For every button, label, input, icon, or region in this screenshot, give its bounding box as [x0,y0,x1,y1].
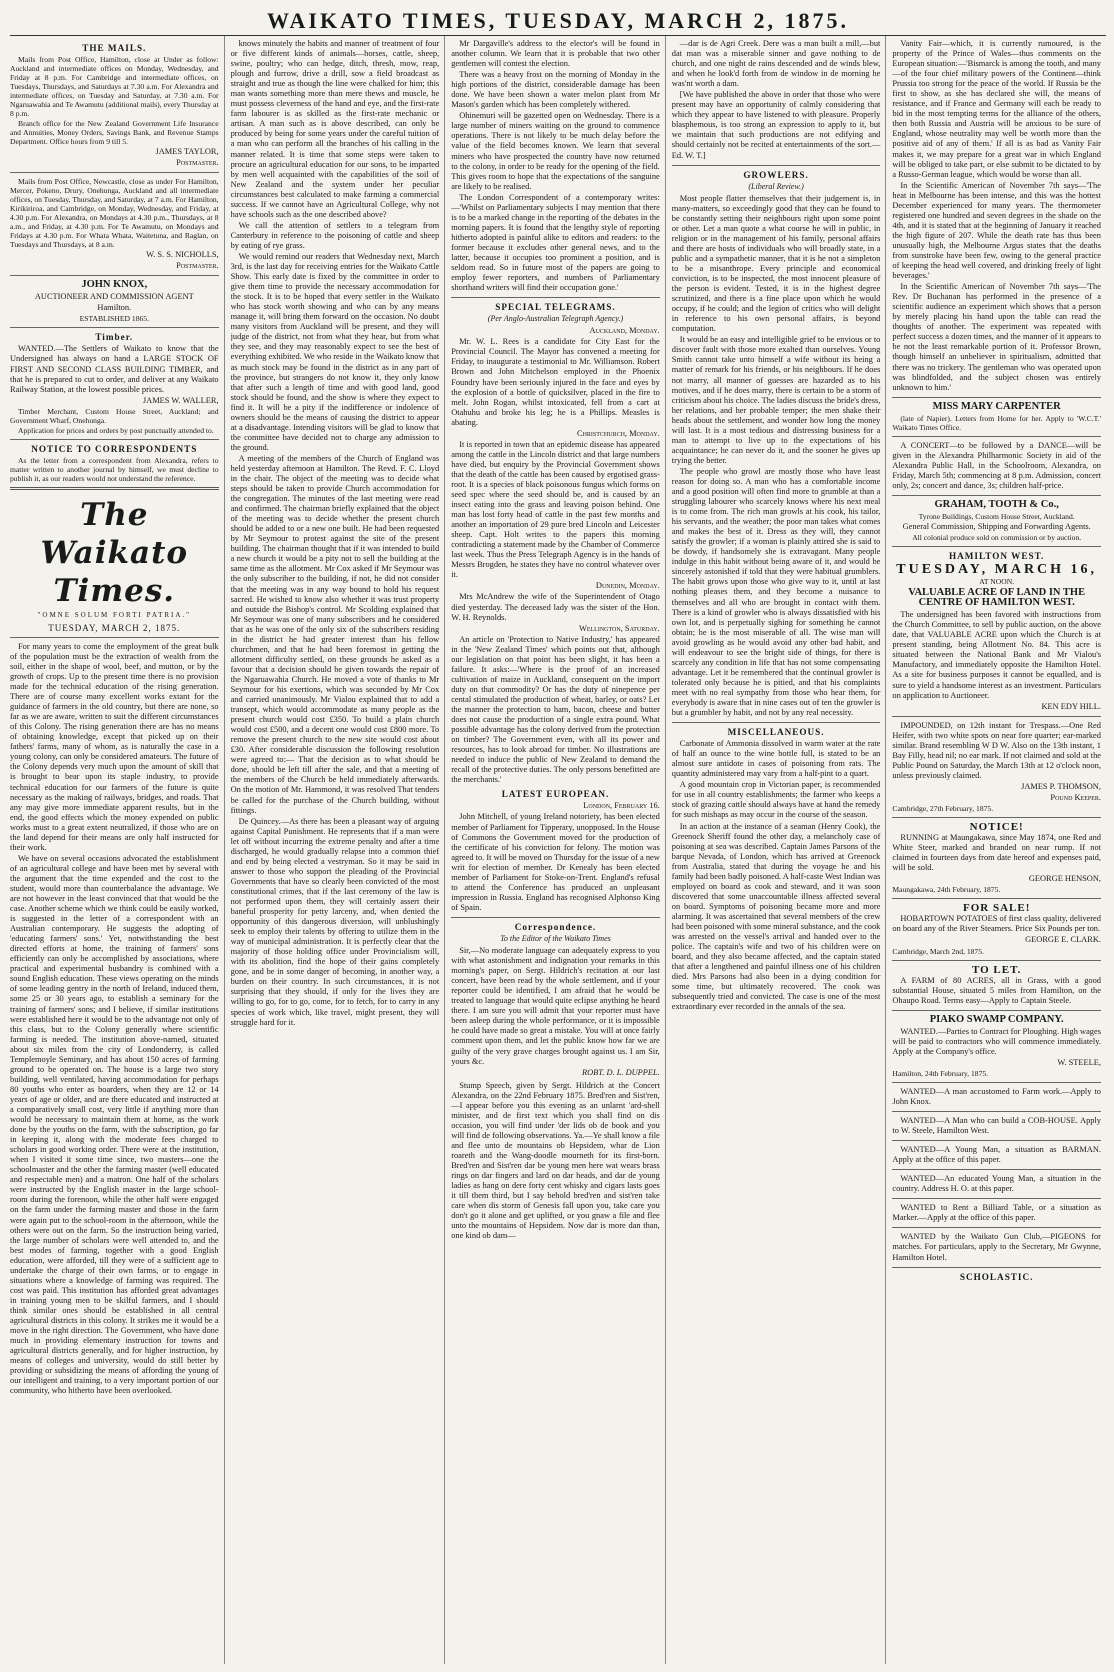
article-paragraph: Mr Dargaville's address to the elector's will be found in another column. We learn that it is probable that two other gentlemen will contest the election. [451,39,660,69]
growlers-paragraph: Most people flatter themselves that their judgement is, in many-matters, so exceedingly good that they can be found to be constantly setting their neighbours right upon some point or other. Let a man quote a what course he will in public, in religion or in the management of his family, personal affairs and there are hosts of individuals who will broadly state, in a public and a sympathetic manner, that it is he not a simpleton to be a misanthrope. Every principle and economical conviction, is to be inspected, the most innocent pleasure of the person is evident. Tested, it is in the highest degree scrutinized, and there is a fine place upon which he would occupy, if he could; and the legion of critics who will delight in reference to his own personal affairs, is beyond computation. [671,193,881,334]
article-paragraph: Vanity Fair—which, it is currently rumoured, is the property of the Prince of Wales—thus comments on the European situation:—'Bismarck is among the tooth, and many—of the four chief military powers of the Continent—think Prussia too strong for the peace of the world. If Russia be the first to show, as she has declared she will, the means of resistance, and if France and Germany will each be ready to bid in the most tempting terms for the alliance of the others, then both Russia and Austria will be anxious to be sure of England, whose neutrality may well be worth more than the positive aid of any of them.' If all is as bad as Vanity Fair makes it, we may prepare for a great war in which England will be obliged to take part, or else submit to be dictated to by a Russo-German league, which would be worse than all. [892,39,1101,179]
divider [892,1198,1101,1199]
for-sale-signature: GEORGE E. CLARK. [1025,935,1101,945]
notice-text: RUNNING at Maungakawa, since May 1874, one Red and White Steer, marked and branded on near rump. If not claimed in fourteen days from date hereof and expenses paid, will be sold. [892,833,1101,873]
dateline: Auckland, Monday. [589,326,660,336]
article-paragraph: Ohinemuri will be gazetted open on Wednesday. There is a large number of miners waiting on the ground to commence operations. There is not likely to be much delay before the value of the field becomes known. We learn that several miners who have prospected the country have now returned to the colony, in order to be ready for the opening of the field. This gives room to hope that the expectations of the sanguine are likely to be realised. [451,111,660,191]
knox-established: ESTABLISHED 1865. [79,314,150,324]
misc-paragraph: A good mountain crop in Victorian paper, is recommended for use in all country establishments; the farmer who keeps a stock of grazing cattle should always have at hand the remedy for such mishaps as may occur in the course of the season. [671,780,881,820]
growlers-heading: GROWLERS. [743,169,809,180]
article-paragraph: We would remind our readers that Wednesday next, March 3rd, is the last day for receiving entries for the Waikato Cattle Show. This early date is fixed by the committee in order to give them time to provide the necessary accommodation for the stock. It is to be hoped that every settler in the Waikato who has stock worth showing and who can by any means manage it, will bring them forward on the occasion. No doubt many visitors from Auckland will be present, and they will judge of the district, not from what they hear, but from what they see, and they may reasonably expect to see the best of everything exhibited. We who reside in the Waikato know that as much stock may be found in the district as in any part of the province, but strangers do not know it, they only know that after such a length of time and with good land, good stock should be found, and the show is where they expect to find it. It will be a pity if the indifference or indolence of owners should be the means of causing the district to appear at a disadvantage. Intending visitors will be glad to know that the committee have decided not to charge any admission to the ground. [230,251,440,452]
notice-place: Maungakawa, 24th February, 1875. [892,885,1001,895]
concert-text: A CONCERT—to be followed by a DANCE—will be given in the Alexandra Philharmonic Society in aid of the Alexandra Public Hall, in the Schoolroom, Alexandra, on Friday, March 5th; commencing at 8 p.m. Admission, concert only, 2s; concert and dance, 3s; children half-price. [892,440,1101,490]
divider [10,172,219,173]
notice-signature: GEORGE HENSON, [1028,874,1101,884]
letter-signature: ROBT. D. L. DUPPEL. [582,1067,660,1077]
column-2 [231,36,446,1664]
columns [10,36,1106,1664]
impounded-place: Cambridge, 27th February, 1875. [892,804,994,814]
graham-name: GRAHAM, TOOTH & Co., [934,498,1059,510]
timber-text: WANTED.—The Settlers of Waikato to know that the Undersigned has always on hand a LARGE STOCK OF FIRST AND SECOND CLASS BUILDING TIMBER, and that he is prepared to cut to order, and deliver at any Waikato Railway Station, at the lowest possible prices. [10,344,219,394]
divider [892,436,1101,437]
piako-place: Hamilton, 24th February, 1875. [892,1068,989,1078]
misc-paragraph: Carbonate of Ammonia dissolved in warm water at the rate of half an ounce to the wine bottle full, is stated to be an almost sure antidote in cases of poisoning from rats. The quantity administered may vary from a half-pint to a quart. [671,739,881,779]
mails-text: Mails from Post Office, Hamilton, close at Under as follow: Auckland and intermediate offices on Monday, Wednesday, and Friday at 8 p.m. For Cambridge and intermediate offices, on Tuesdays, Thursdays, and Saturdays at 7.30 a.m. For Alexandra and intermediate offices, on Tuesday and Saturday, at 7.30 a.m. For Ngaruawahia and Te Awamutu (additional mails), every Thursday at 8 p.m. [10,55,219,119]
correspondence-to: To the Editor of the Waikato Times [500,933,611,943]
letter-text: Sir,—No moderate language can adequately express to you with what astonishment and indignation your remarks in this morning's paper, on Sergt. Hildrich's recitation at our last concert, have been read by the whole settlement, and if your reporter could be identified, I am afraid that he would be treated to language that would quite eclipse anything he heard there. I am sure you will admit that your reporter must have been asleep during the whole performance, or it is impossible he could have made so great a mistake. You will at once fairly comment upon them, and let the public know how far we are guilty of the very grave charges brought against us. I am Sir, yours &c. [451,946,660,1066]
sale-signature: KEN EDY HILL. [1041,701,1101,711]
growlers-subheading: (Liberal Review.) [748,181,804,191]
stump-speech-continued: —dar is de Agri Creek. Dere was a man built a mill,—but dat man was a miserable sinner and gave nothing to de church, and one night de rains descended and de winds blew, and when he look'd forth from de window in de morning he was'nt worth a dam. [671,39,881,89]
growlers-paragraph: It would be an easy and intelligible grief to be envious or to discover fault with those more exalted than ourselves. Young Smith cannot take unto himself a wife without its being a matter of remark for his friends, or his neighbours. If he does not marry, all manner of guesses are hazarded as to his motives, and if he does marry, there is certain to be a storm of criticism about his choice. The ladies discuss the bride's dress, her relations, and her probable temper; the men shake their heads about the settlement, and wonder how long the money will last. It is a most tedious and distressing business for a man to attempt to live up to the expectations of his acquaintance; he can never do it, and the sooner he gives up trying the better. [671,335,881,465]
sale-text: The undersigned has been favored with instructions from the Church Committee, to sell by public auction, on the above date, that VALUABLE ACRE upon which the Church is at present standing, being Allotment No. 84. This acre is situated between the National Bank and Mr Vialou's Manufactory, and immediately opposite the Hamilton Hotel. As a site for business purposes it cannot be equalled, and is sure to yield a handsome interest as an investment. Particulars on application to Auctioneer. [892,610,1101,700]
article-paragraph: We call the attention of settlers to a telegram from Canterbury in reference to the poisoning of cattle and sheep by eating of rye grass. [230,220,440,250]
postmaster-role: Postmaster. [176,261,219,271]
telegram-text: Mrs McAndrew the wife of the Superintendent of Otago died yesterday. The deceased lady was the sister of the Hon. W. H. Reynolds. [451,592,660,622]
divider [892,960,1101,961]
impounded-role: Pound Keeper. [1050,793,1101,802]
divider [892,1227,1101,1228]
wanted-ad: WANTED by the Waikato Gun Club,—PIGEONS for matches. For particulars, apply to the Secretary, Mr Gwynne, Hamilton Hotel. [892,1232,1101,1262]
dateline: Wellington, Saturday. [578,623,660,633]
scholastic-heading: SCHOLASTIC. [959,1271,1034,1282]
article-paragraph: knows minutely the habits and manner of treatment of four or five different kinds of animals—horses, cattle, sheep, swine, poultry; who can hedge, ditch, thresh, mow, reap, plough and furrow, drive a drill, sow a field broadcast as straight and true as though the line were chalked for him; this man wants something more than mere thews and muscle, he must possess cleverness of the hand and eye, and the first-rate farm labourer is as skilled as the first-rate mechanic or artisan. A man such as is above described, can only be produced by being for some years under the careful tuition of a man who can perform all the branches of his calling in the manner related. It is time that some steps were taken to procure an agricultural education for our sons, to be imparted by men well acquainted with the capabilities of the soil of New Zealand and the system under her peculiar circumstances best calculated to make farming a commercial success. If we cannot have an Agricultural College, why not have schools such as the one described above? [230,39,440,219]
carpenter-text: (late of Napier). Letters from Home for her. Apply to 'W.C.T.' Waikato Times Office. [892,413,1101,432]
graham-note: All colonial produce sold on commission or by auction. [912,533,1082,543]
telegram-text: It is reported in town that an epidemic disease has appeared among the cattle in the Lincoln district and that large numbers have died, but enquiry by the Provincial Government shows that the death of the cattle has been caused by ergotised grass-root. It is a species of black poisonous fungus which forms on seed spec where the seed should be, and is caused by an insect eating into the grass and leaving poison behind. One man has lost forty head of cattle in the past few months and another an importation of 29 pure bred Lincoln and Leicester sheep. Capt. Holt writes to the papers this morning contradicting a statement made by the Chamber of Commerce last week. Thus the Press Telegraph Agency is in the hands of Messrs Brogden, he states they have no control whatever over it. [451,439,660,580]
postmaster-role: Postmaster. [176,158,219,168]
leader-paragraph: For many years to come the employment of the great bulk of the population must be the extraction of wealth from the soil, either in the shape of wool, beef, and mutton, or by the growth of crops. Up to the present time there is no provision made for the technical education of the rising generation. There are of course many excellent works extant for the guidance of farmers in the old country, but there are none, so far as we are aware, written to suit the different circumstances of this Colony. The rising generation there are has no means of obtaining knowledge, except that picked up on their fathers' farms, many of whom, as is naturally the case in a young colony, can only be considered amateurs. The future of the Colony depends very much upon the amount of skill that is brought to bear upon its staple industry, to provide technical education for our farmers of the future is quite necessary as the making of railways, bridges, and roads. That any may give more immediate apparent results, but in the end, the good effects which the money expended on public works must to a great extent neutralized, if those who are on the land depend for their means are only half instructed for their work. [10,641,219,852]
divider [892,546,1101,547]
divider [10,327,219,328]
divider [892,898,1101,899]
knox-town: Hamilton. [97,303,132,313]
divider [10,275,219,276]
article-paragraph: There was a heavy frost on the morning of Monday in the high portions of the district, considerable damage has been done. We have been shown a water melon plant from Mr Mason's garden which has been completely withered. [451,70,660,110]
paper-motto: "OMNE SOLUM FORTI PATRIA." [37,610,192,619]
divider [892,1140,1101,1141]
divider [892,1082,1101,1083]
growlers-paragraph: The people who growl are mostly those who have least reason for doing so. A man who has a comfortable income and a good position will often find more to grumble at than a struggling labourer who scarcely knows where his next meal is to come from. The rich man growls at his cook, his tailor, his servants, and the weather; the poor man takes what comes and makes the best of it. Dress as they will, they cannot satisfy the growler; if a woman is plainly attired she is said to be dowdy, if handsomely she is extravagant. Many people indulge in this habit without being aware of it, and would be sincerely astonished if told that they were habitual grumblers. The habit grows upon those who give way to it, until at last nothing pleases them, and they become a nuisance to themselves and all who are brought in contact with them. There is a kind of growler who is always dissatisfied with his own lot, and is perpetually sighing for something he cannot obtain; he is the most miserable of all. The wise man will avoid growling as he would avoid any other bad habit, and will endeavour to see the bright side of things, for there is scarcely any condition in life that has not some compensating advantage. Let it be remembered that the continual growler is tolerated only because he is pitied, and that his complaints meet with no real sympathy from those who hear them, for everybody is aware that in nine cases out of ten the growler is but a grumbler by habit, and not by any real necessity. [671,466,881,718]
correspondence-heading: Correspondence. [514,921,597,932]
miscellaneous-heading: MISCELLANEOUS. [727,727,825,738]
divider [10,487,219,490]
graham-text: General Commission, Shipping and Forwarding Agents. [902,521,1091,531]
divider [892,1010,1101,1011]
sale-title: VALUABLE ACRE OF LAND IN THE CENTRE OF HAMILTON WEST. [908,587,1086,609]
divider [892,495,1101,496]
wanted-ad: WANTED—A Man who can build a COB-HOUSE. Apply to W. Steele, Hamilton West. [892,1116,1101,1136]
for-sale-text: HOBARTOWN POTATOES of first class quality, delivered on board any of the River Steamers. Price Six Pounds per ton. [892,914,1101,934]
impounded-text: IMPOUNDED, on 12th instant for Trespass.—One Red Heifer, with two white spots on near fore quarter; ear-marked similar. Brand resembling W D W. Also on the 13th instant, 1 Bay Filly, head nil; no ear mark. If not claimed and sold at the Public Pound on Saturday, the March 13th at 12 o'clock noon, unless previously claimed. [892,720,1101,780]
masthead-title: WAIKATO TIMES, TUESDAY, MARCH 2, 1875. [10,6,1106,36]
column-3 [451,36,666,1664]
dateline: Dunedin, Monday. [595,581,660,591]
column-4 [672,36,887,1664]
telegrams-subheading: (Per Anglo-Australian Telegraph Agency.) [487,314,624,324]
carpenter-name: MISS MARY CARPENTER [932,400,1061,412]
timber-heading: Timber. [95,332,134,343]
postmaster-name: W. S. S. NICHOLLS, [146,250,219,260]
knox-title: AUCTIONEER AND COMMISSION AGENT [34,292,194,302]
column-1 [10,36,225,1664]
article-paragraph: In the Scientific American of November 7th says—'The Rev. Dr Buchanan has performed in the presence of a scientific audience an experiment which shows that a person by merely placing his hand upon the table can read the thoughts of another. The experiment was repeated with perfect success a dozen times, and the manner of it appears to be not the least remarkable portion of it. Professor Brown, though himself an unbeliever in spiritualism, admitted that there was no trickery. The gentleman who was operated upon was blindfolded, and the subject chosen was entirely unknown to him.' [892,282,1101,392]
to-let-heading: TO LET. [971,963,1022,976]
piako-heading: PIAKO SWAMP COMPANY. [929,1013,1064,1025]
divider [892,1111,1101,1112]
telegram-text: Mr. W. L. Rees is a candidate for City East for the Provincial Council. The Mayor has convened a meeting for Friday, to inaugurate a testimonial to Mr. Williamson. Robert Brown and John Mitchelson employed in the Phoenix Foundry have been seriously injured in the face and eyes by the explosion of a bottle of quicksilver, placed in the fire to melt. John Rogan, whilst intoxicated, fell from a cart at Otahuhu and broke his leg; he is a Phillips. Measles is abating. [451,337,660,427]
article-paragraph: De Quincey.—As there has been a pleasant way of arguing against Capital Punishment. He represents that if a man were let off without incurring the extreme penalty and after a time discharged, he would gradually relapse into a common thief and end by being elected a vestryman. So it may be said in answer to those who support the pleading of the Provincial Governments that have so clearly been convicted of the most constitutional crimes, that if the last ceremony of the law is not performed upon them, they will certainly assert their baneful prosperity for petty larceny, and, when denied the opportunity of this dangerous diversion, will unblushingly seek to employ their talents by offering to utilize them in the way of municipal administration. It is perfectly clear that the majority of those holding office under Provincialism will, with its abolition, find the hope of their gains completely gone, and be in some danger of becoming, in another way, a burden on their country. In such circumstances, it is not surprising that they should, if only for the lives they are willing to go, for to go, come, for to fetch, for to carry in any species of work which, like travel, might present, they will struggle hard for it. [230,816,440,1027]
divider [672,165,881,166]
stump-speech-text: Stump Speech, given by Sergt. Hildrich at the Concert Alexandra, on the 22nd February 1875. Bred'ren and Sist'ren,—I appear before you this evening as an unlarnt 'ard-shell minister, and de first text which you shall find on dis occasion, you will find under 'der lids ob de book and you will find de following observations. Ya.—Ye shall know a file and flee unto de mountains ob Hepsidem, whar de Lion roareth and the Wang-doodle mourneth for its first-born. Bred'ren and Sist'ren dar be young men here wat wears brass rings on dar fingers and lard on dar heads, and dar de young ladies as hang on dere forty cent whisky and cigars lasts goes it till them third, but I say behold bred'ren and sist'ren take care when dis storm of Genesis fall upon you, take care you don't go it alone and get uplifted, or you gnaw a file and flee unto the mountains of Hepsidem. Now dar is more dan than, one kind ob dam— [451,1080,660,1241]
european-heading: LATEST EUROPEAN. [501,789,610,800]
divider [451,917,660,918]
mails-branch-text: Branch office for the New Zealand Government Life Insurance and Annuities, Money Orders, Savings Bank, and Revenue Stamps Department. Office hours from 9 till 5. [10,119,219,147]
telegrams-heading: SPECIAL TELEGRAMS. [495,302,616,313]
postmaster-name: JAMES TAYLOR, [155,147,219,157]
waller-name: JAMES W. WALLER, [142,395,219,405]
waller-address: Timber Merchant, Custom House Street, Auckland; and Government Wharf, Onehunga. [10,406,219,425]
telegram-text: An article on 'Protection to Native Industry,' has appeared in the 'New Zealand Times' which points out that, although our legislation on that point has been slight, it has been a failure. It asks:—'Where is the proof of an increased cultivation of maize in Auckland, consequent on the import duty on that commodity? Or has the duty of ninepence per cental stimulated the production of wheat, barley, or oats? Let the manner the protection to ham, bacon, cheese and butter does not cause the production of a single extra pound. What possible advantage has the colony derived from the protection on timber? The Government even, with all its power and resources, has to look abroad for timber. No illustrations are needed to induce the public of New Zealand to demand the recall of the protective duties. The only persons benefitted are the merchants.' [451,634,660,785]
article-paragraph: In the Scientific American of November 7th says—'The heat in Melbourne has been intense, and this was the hottest December experienced for many years. The thermometer registered one hundred and seven degrees in the shade on the 4th, and it is stated that at the beginning of January it reached the high figure of 207. While the death rate has thus been unusually high, the Melbourne Argus states that the deaths from sunstroke have been few, owing to the general practice of keeping the head well covered, and drinking freely of light beverages.' [892,180,1101,281]
sale-date: TUESDAY, MARCH 16, [896,562,1098,578]
graham-address: Tyrone Buildings, Custom House Street, Auckland. [918,511,1075,521]
divider [892,716,1101,717]
waller-note: Application for prices and orders by post punctually attended to. [18,425,214,435]
for-sale-heading: FOR SALE! [962,902,1031,915]
hamilton-west-heading: HAMILTON WEST. [948,551,1045,562]
dateline: London, February 16. [583,801,660,811]
divider [892,1267,1101,1268]
mails-newcastle-text: Mails from Post Office, Newcastle, close as under For Hamilton, Mercer, Pokeno, Drury, Onehunga, Auckland and all intermediate offices, on Tuesday, Thursday, and Saturday, at 7 a.m. For Hamilton, Kirikiriroa, and Cambridge, on Monday, Wednesday, and Friday, at 4.30 p.m. For Alexandra, on Mondays at 4.30 p.m., Thursdays, at 8 a.m., and Friday, at 4.30 p.m. For Te Awamutu, on Mondays and Fridays at 4.30 p.m. For Whata Whata, Waitetuna, and Raglan, on Tuesdays and Thursdays, at 8 a.m. [10,177,219,250]
wanted-ad: WANTED—An educated Young Man, a situation in the country. Address H. O. at this paper. [892,1174,1101,1194]
piako-signature: W. STEELE, [1057,1057,1101,1067]
dateline: Christchurch, Monday. [577,428,660,438]
wanted-ad: WANTED—A man accustomed to Farm work.—Apply to John Knox. [892,1086,1101,1106]
paper-title: The Waikato Times. [40,496,189,609]
impounded-signature: JAMES P. THOMSON, [1021,781,1101,791]
misc-paragraph: In an action at the instance of a seaman (Henry Cook), the Greenock Sheriff found the other day, a melancholy case of poisoning at sea was described. Captain James Parsons of the barque Nevada, of London, which has arrived at Greenock from Australia, stated that during the voyage he and his family had been badly poisoned. A half-caste West Indian was employed on board as cook and steward, and it was soon discovered that some unaccountable illness affected several on board. Symptoms of poisoning became more and more alarming. It was ascertained that several members of the crew had been poisoned with some mineral substance, and the cook was arrested on the vessel's arrival and handed over to the police. The captain's wife and two of his children were on board, and they also became affected, and the captain stated that after a lengthened and painful illness one of his children died. Mrs Parsons had also been in a dying condition for some time, but ultimately recovered. The cook was subsequently tried and convicted. The case is one of the most extraordinary ever recorded in the annals of the sea. [671,821,881,1012]
article-paragraph: A meeting of the members of the Church of England was held yesterday afternoon at Hamilton. The Revd. F. C. Lloyd in the chair. The object of the meeting was to decide what steps should be taken to provide Church accommodation for the congregation. The minutes of the last meeting were read and confirmed. The chairman briefly explained that the object of the meeting was to decide whether the present church should be added to or a new one built. He had been requested by Mr Seymour to protest against the site of the present building. The chairman thought that if it was intended to build a new church it would be a pity not to sell the building at the same time as the allotment. Mr Cox asked if Mr Seymour was the only subscriber to the building, if not, he did not consider that the meeting was in any way bound to hold his request sacred. He wished to know also whether it was trust property and outside the Bishop's control. Mr Scolding explained that Mr Seymour was one of many subscribers and he considered that as he was one of the only six of the subscribers residing in the district he had greater interest than his fellow churchmen, and that he had been foremost in getting the allotment difficulty settled, on these grounds he asked as a favour that a decision should be given towards the repair of the Ngaruawahia Church. He moved a vote of thanks to Mr Seymour for his exertions, which was seconded by Mr Cox and carried unanimously. Mr Vialou explained that to add a transept, which would accommodate as many people as the present church would cost £350. To build a plain church would cost £500, and a decent one would cost £800 more. To remove the present church to the new site would cost about £30. After considerable discussion the following resolution were agreed to:— That the decision as to what should be done, should be left till after the sale, and that a meeting of the members of the Church be held immediately afterwards. On the motion of Mr. Hammond, it was resolved That tenders be called for the purchase of the Church building, without fittings. [230,453,440,815]
editor-note: [We have published the above in order that those who were present may have an opportunity of calmly considering that which they appear to have listened to with pleasure. Properly blasphemous, is too strong an expression to apply to it, but we maintain that such productions are not edifying and should certainly not be recited at entertainments of the sort.—Ed. W. T.] [671,90,881,160]
divider [892,817,1101,818]
divider [451,297,660,298]
notice-text: As the letter from a correspondent from Alexandra, refers to matter written to another journal by himself, we must decline to publish it, as our readers would not understand the reference. [10,455,219,483]
divider [672,722,881,723]
piako-text: WANTED.—Parties to Contract for Ploughing. High wages will be paid to contractors who will commence immediately. Apply at the Company's office. [892,1026,1101,1056]
for-sale-place: Cambridge, March 2nd, 1875. [892,946,984,956]
paper-date: TUESDAY, MARCH 2, 1875. [48,622,181,633]
leader-paragraph: We have on several occasions advocated the establishment of an agricultural college and have been met by several with the argument that the time expended and the cost to the student, would more than counterbalance the advantage. We are not however in the least convinced that that would be the case. Another scheme which we think could be easily worked, is suggested in the letter of a correspondent with an Australian contemporary. He suggests the adopting of 'educating farmers' sons.' Yet, notwithstanding the best directed efforts at home, the training of farmers' sons efficiently can only be accomplished by associations, where practical and experimental husbandry is combined with a sound English education. These views operating on the minds of some leading gentry in the north of Ireland, induced them, some 25 or 30 years ago, to establish a seminary for the training of farmers' sons; and I believe, if similar institutions were established here it would be to the advantage not only of this class, but to the Colony generally where scientific farming is needed. The institution above-named, situated about six miles from the city of Londonderry, is called Templemoyle Seminary, and has about 150 acres of farming ground to be operated on. The house is a large two story building, well ventilated, having accommodation for perhaps 80 youths who enter as boarders, when they are 12 or 14 years of age or older, and are there educated and instructed at a comparatively small cost, very little if anything more than would be necessary to maintain them at home, as the work done by the youths on the farm, with the subscription, go far in keeping it, along with the moderate fees charged to scholars in good working order. There were at the institution, when I visited it some time since, two masters—one the schoolmaster and the other the farming master (well educated and respectable men) and a matron. One half of the scholars were instructed by the English master in the large school-room during the forenoon, while the other half were engaged on the farm under the farming master and those in the farm were again put to the school-room in the afternoon, while the others were out on the farm. So the instruction being varied, the large number of scholars were well attended to, and the best modes of farming, together with a good English education, were afforded, till they were of a sufficient age to undertake the charge of their own farms, or to engage in situations where a knowledge of farming was required. The cost was paid. This institution has afforded great advantages in training young men to be skilful farmers, and I should think similar ones should be established in all central agricultural districts in this colony. It strikes me it would be a move in the right direction. The Government, who have done much in providing elementary instruction for towns and agricultural districts generally, and for higher instruction, by means of colleges and university, would do still better by providing or subsidizing the means of affording the young of our intelligent and training, to a very important portion of our community, who hitherto have been overlooked. [10,853,219,1396]
article-paragraph: The London Correspondent of a contemporary writes:—'Whilst on Parliamentary subjects I may mention that there is to be a marked change in the reporting of the debates in the morning papers. It is found that the lengthy style of reporting hitherto adopted is painful alike to editors and readers: to the former because it excludes other general news, and to the latter, because it occupies too prominent a position, and is seldom read. So in future most of the papers are going to employ fewer reporters, and numbers of Parliamentary shorthand writers will find their occupation gone.' [451,192,660,293]
sale-time: AT NOON. [979,577,1015,587]
divider [892,1169,1101,1170]
divider [892,397,1101,398]
notice-heading: NOTICE TO CORRESPONDENTS [31,443,198,454]
column-5 [892,36,1106,1664]
to-let-text: A FARM of 80 ACRES, all in Grass, with a good substantial House, situated 5 miles from Hamilton, on the Ohaupo Road. Terms easy—Apply to Captain Steele. [892,975,1101,1005]
mails-heading: THE MAILS. [82,43,147,53]
knox-name: JOHN KNOX, [81,279,148,291]
divider [10,637,219,638]
wanted-ad: WANTED—A Young Man, a situation as BARMAN. Apply at the office of this paper. [892,1145,1101,1165]
divider [10,439,219,440]
european-text: John Mitchell, of young Ireland notoriety, has been elected member of Parliament for Tipperary, unopposed. In the House of Commons the Government moved for the production of the certificate of his conviction for felony. The motion was agreed to. It will be moved on Thursday for the issue of a new writ for election of member. Dr Kenealy has been elected member of Parliament for Stoke-on-Trent. England's refusal to attend the Conference has produced an unpleasant impression in Russia. England has recognised Alphonso King of Spain. [451,812,660,912]
notice-heading: NOTICE! [969,821,1024,834]
wanted-ad: WANTED to Rent a Billiard Table, or a situation as Marker.—Apply at the office of this paper. [892,1203,1101,1223]
